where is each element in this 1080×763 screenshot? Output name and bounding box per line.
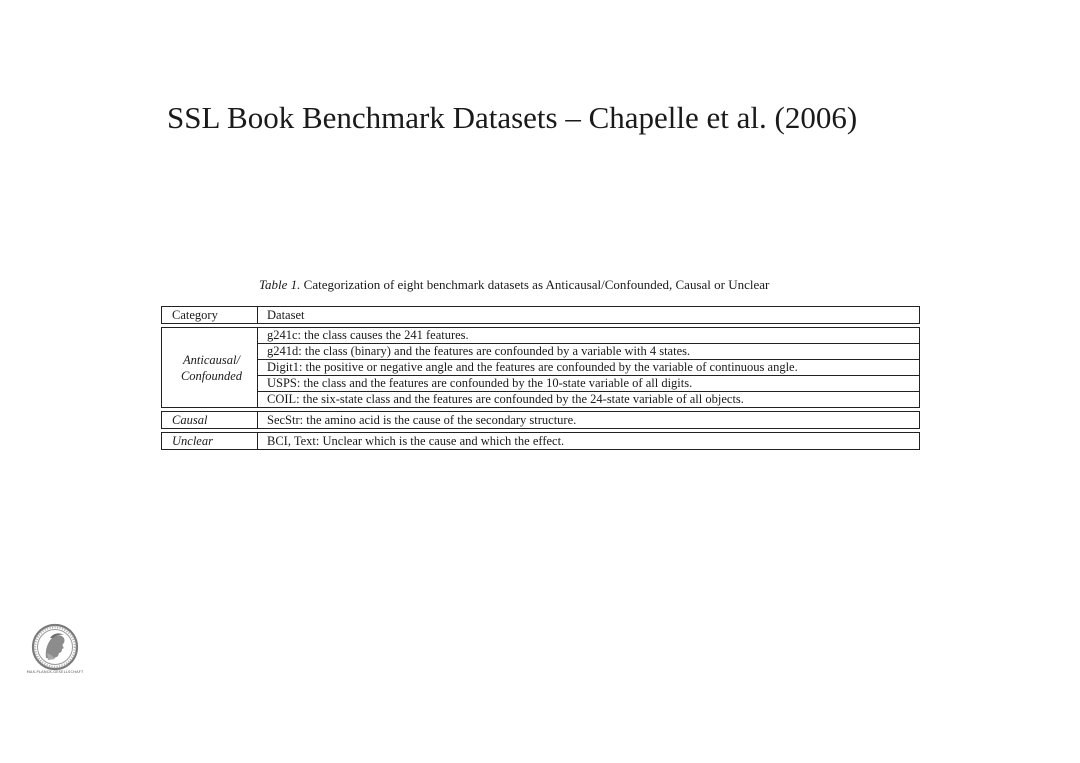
table-group-causal	[161, 411, 920, 429]
header-dataset: Dataset	[267, 308, 305, 322]
logo-text: MAX-PLANCK-GESELLSCHAFT	[26, 670, 84, 674]
dataset-row-g241c: g241c: the class causes the 241 features.	[267, 328, 469, 342]
dataset-row-digit1: Digit1: the positive or negative angle and the features are confounded by the variable of continuous angle.	[258, 359, 919, 375]
table-caption	[259, 277, 769, 293]
dataset-row-secstr: SecStr: the amino acid is the cause of the secondary structure.	[267, 413, 577, 427]
dataset-row-coil: COIL: the six-state class and the features are confounded by the 24-state variable of all objects.	[258, 391, 919, 407]
dataset-row-usps: USPS: the class and the features are confounded by the 10-state variable of all digits.	[258, 375, 919, 391]
table-group-unclear	[161, 432, 920, 450]
header-category: Category	[162, 307, 258, 323]
table-caption-label: Table 1.	[259, 277, 301, 292]
category-anticausal	[162, 328, 258, 407]
category-anticausal-line1: Anticausal/	[183, 352, 240, 367]
dataset-row-g241d: g241d: the class (binary) and the features are confounded by a variable with 4 states.	[258, 343, 919, 359]
dataset-row-bci-text: BCI, Text: Unclear which is the cause and which the effect.	[267, 434, 565, 448]
table-group-anticausal	[161, 327, 920, 408]
category-anticausal-line2: Confounded	[180, 368, 243, 383]
slide-title: SSL Book Benchmark Datasets – Chapelle et al. (2006)	[167, 100, 858, 135]
table-header	[161, 306, 920, 324]
category-causal: Causal	[162, 412, 258, 428]
category-unclear: Unclear	[162, 433, 258, 449]
table-caption-text: Categorization of eight benchmark datasets as Anticausal/Confounded, Causal or Unclear	[300, 277, 770, 292]
